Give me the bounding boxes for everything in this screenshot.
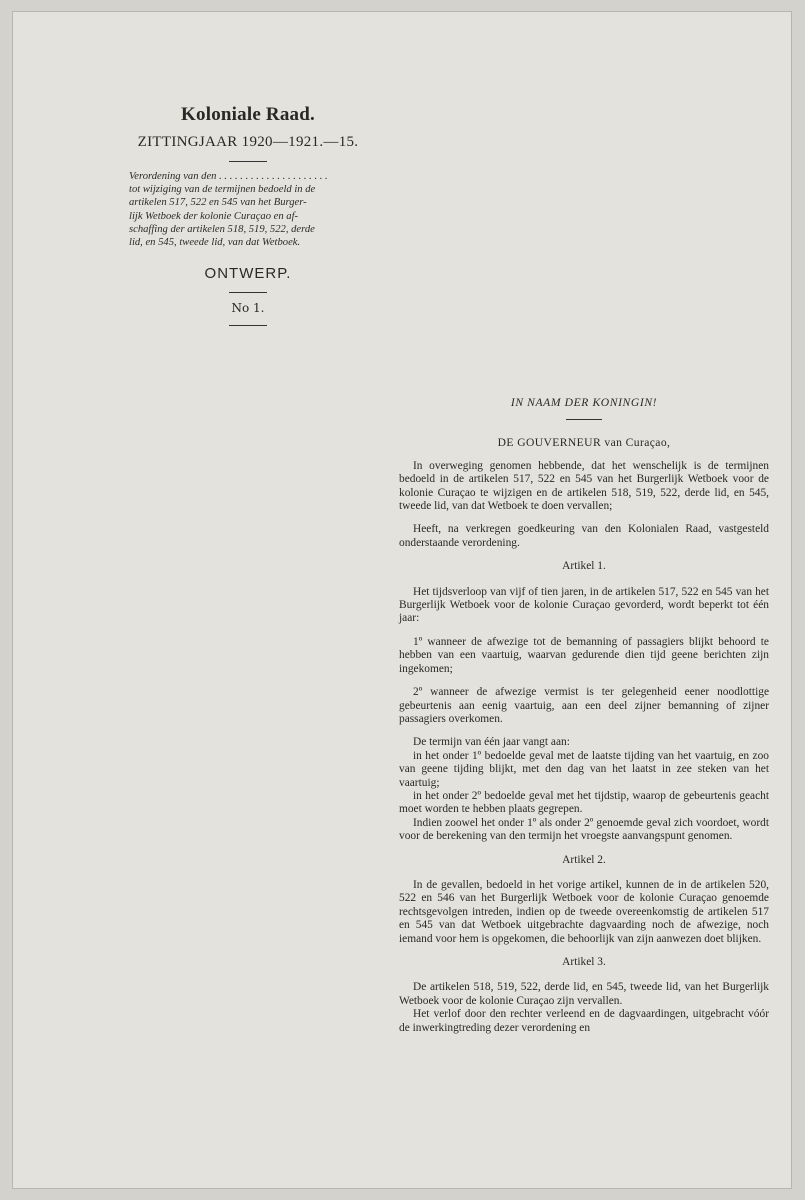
- document-page: [13, 12, 791, 1188]
- article-paragraph: Het verlof door den rechter verleend en de dagvaardingen, uitgebracht vóór de inwerkingtreding dezer verordening en: [399, 1008, 769, 1034]
- ordinance-line: tot wijziging van de termijnen bedoeld in de: [129, 184, 316, 196]
- divider: [229, 325, 267, 326]
- article-paragraph: In de gevallen, bedoeld in het vorige artikel, kunnen de in de artikelen 520, 522 en 546 van het Burgerlijk Wetboek voor de kolonie Curaçao genoemde rechtsgevolgen intreden, indien op de tweede overeenkomstig de artikelen 517 en 545 van dat Wetboek uitgebrachte dagvaarding noch de afwezige, noch iemand voor hem is opgekomen, die behoorlijk van zijn aanwezen doet blijken.: [399, 878, 769, 945]
- article-title: Artikel 2.: [562, 853, 606, 866]
- session-year: ZITTINGJAAR 1920—1921.—15.: [137, 134, 359, 150]
- article-paragraph: De artikelen 518, 519, 522, derde lid, en 545, tweede lid, van het Burgerlijk Wetboek voor de kolonie Curaçao zijn vervallen.: [399, 981, 769, 1007]
- divider: [566, 419, 602, 420]
- article-paragraph: De termijn van één jaar vangt aan:: [413, 736, 570, 749]
- article-paragraph: 1º wanneer de afwezige tot de bemanning of passagiers blijkt behoord te hebben van een vaartuig, waarvan gedurende dien tijd geene berichten zijn ingekomen;: [399, 635, 769, 675]
- ordinance-line: schaffing der artikelen 518, 519, 522, derde: [129, 223, 315, 235]
- divider: [229, 292, 267, 293]
- enactment: Heeft, na verkregen goedkeuring van den Kolonialen Raad, vastgesteld onderstaande verordening.: [399, 523, 769, 549]
- article-paragraph: in het onder 1º bedoelde geval met de laatste tijding van het vaartuig, en zoo van geene tijding blijkt, met den dag van het laatst in zee steken van het vaartuig;: [399, 749, 769, 789]
- document-number: No 1.: [231, 301, 265, 316]
- article-paragraph: in het onder 2º bedoelde geval met het tijdstip, waarop de gebeurtenis geacht moet worden te hebben plaats gegrepen.: [399, 789, 769, 816]
- article-title: Artikel 3.: [562, 956, 606, 968]
- preamble: In overweging genomen hebbende, dat het wenschelijk is de termijnen bedoeld in de artikelen 517, 522 en 545 van het Burgerlijk Wetboek voor de kolonie Curaçao te wijzigen en de artikelen 518, 519, 522, derde lid, en 545, tweede lid, van dat Wetboek te doen vervallen;: [399, 459, 769, 513]
- divider: [229, 161, 267, 162]
- article-paragraph: Indien zoowel het onder 1º als onder 2º genoemde geval zich voordoet, wordt voor de berekening van den termijn het vroegste aanvangspunt genomen.: [399, 816, 769, 843]
- article-paragraph: Het tijdsverloop van vijf of tien jaren, in de artikelen 517, 522 en 545 van het Burgerlijk Wetboek voor de kolonie Curaçao gevorderd, wordt beperkt tot één jaar:: [399, 585, 769, 625]
- ordinance-text: [399, 382, 769, 1035]
- ordinance-line: Verordening van den . . . . . . . . . . . . . . . . . . . . .: [129, 171, 328, 182]
- article-title: Artikel 1.: [562, 560, 606, 573]
- title-block: [113, 104, 383, 326]
- ordinance-line: artikelen 517, 522 en 545 van het Burger-: [129, 197, 307, 209]
- draft-label: ONTWERP.: [204, 265, 292, 283]
- council-title: Koloniale Raad.: [181, 104, 315, 125]
- article-paragraph: 2º wanneer de afwezige vermist is ter gelegenheid eener noodlottige gebeurtenis aan eenig vaartuig, aan een deel zijner bemanning of zijner passagiers overkomen.: [399, 686, 769, 725]
- governor-line: DE GOUVERNEUR van Curaçao,: [497, 436, 671, 450]
- ordinance-description: [129, 170, 379, 249]
- ordinance-line: lid, en 545, tweede lid, van dat Wetboek.: [129, 237, 301, 249]
- ordinance-line: lijk Wetboek der kolonie Curaçao en af-: [129, 210, 299, 222]
- royal-heading: IN NAAM DER KONINGIN!: [510, 396, 658, 409]
